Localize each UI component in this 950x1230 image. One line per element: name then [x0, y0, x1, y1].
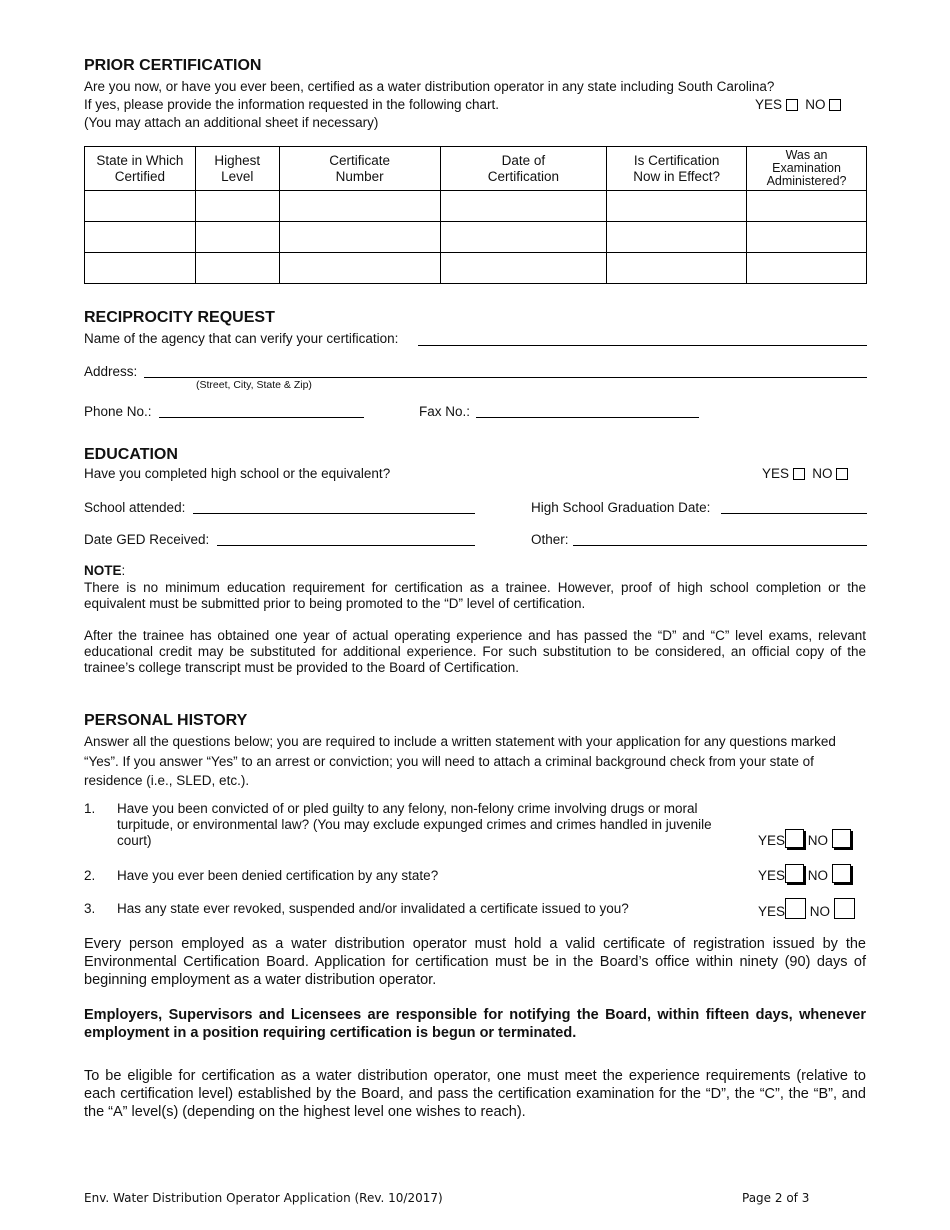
question-3-text: Has any state ever revoked, suspended and/or invalidated a certificate issued to you?	[117, 901, 629, 916]
table-cell[interactable]	[607, 222, 747, 253]
school-label: School attended:	[84, 500, 186, 515]
table-cell[interactable]	[607, 253, 747, 284]
other-field[interactable]	[573, 545, 867, 546]
q3-no-checkbox[interactable]	[834, 898, 855, 919]
question-number: 1.	[84, 801, 96, 816]
school-field[interactable]	[193, 513, 475, 514]
yes-label: YES	[758, 868, 786, 883]
ged-field[interactable]	[217, 545, 475, 546]
table-row	[85, 222, 867, 253]
col-header-certificate-number: Certificate Number	[279, 147, 440, 191]
table-row	[85, 191, 867, 222]
col-header-level: Highest Level	[195, 147, 279, 191]
ged-label: Date GED Received:	[84, 532, 210, 547]
reciprocity-heading: RECIPROCITY REQUEST	[84, 309, 275, 326]
no-label: NO	[807, 833, 829, 848]
no-label: NO	[812, 466, 833, 481]
fax-label: Fax No.:	[419, 404, 471, 419]
personal-history-heading: PERSONAL HISTORY	[84, 712, 248, 729]
agency-label: Name of the agency that can verify your certification:	[84, 331, 399, 346]
col-header-exam: Was an Examination Administered?	[747, 147, 867, 191]
table-cell[interactable]	[195, 222, 279, 253]
address-label: Address:	[84, 364, 138, 379]
table-header-row	[85, 147, 867, 191]
yes-label: YES	[755, 97, 783, 112]
yes-label: YES	[758, 833, 786, 848]
no-label: NO	[809, 904, 831, 919]
other-label: Other:	[531, 532, 569, 547]
phone-label: Phone No.:	[84, 404, 152, 419]
q1-yes-checkbox[interactable]	[785, 829, 804, 848]
table-cell[interactable]	[279, 191, 440, 222]
col-header-in-effect: Is Certification Now in Effect?	[607, 147, 747, 191]
q1-no-checkbox[interactable]	[832, 829, 851, 848]
education-yes-checkbox[interactable]	[793, 468, 805, 480]
question-1-yes-no	[758, 829, 851, 849]
personal-history-intro: Answer all the questions below; you are required to include a written statement with your application for any questions marked “Yes”. If you answer “Yes” to an arrest or conviction; you will need to attach a criminal background check from your state of residence (i.e., SLED, etc.).	[84, 734, 836, 788]
table-cell[interactable]	[279, 222, 440, 253]
no-label: NO	[807, 868, 829, 883]
q2-yes-checkbox[interactable]	[785, 864, 804, 883]
prior-question: Are you now, or have you ever been, certified as a water distribution operator in any state including South Carolina?	[84, 79, 775, 94]
prior-certification-heading: PRIOR CERTIFICATION	[84, 57, 262, 74]
education-heading: EDUCATION	[84, 446, 178, 463]
grad-date-label: High School Graduation Date:	[531, 500, 711, 515]
table-cell[interactable]	[607, 191, 747, 222]
question-3-yes-no	[758, 898, 855, 920]
prior-certification-table	[84, 146, 867, 284]
education-question: Have you completed high school or the equivalent?	[84, 466, 391, 481]
table-cell[interactable]	[85, 253, 196, 284]
question-number: 3.	[84, 901, 96, 916]
yes-label: YES	[762, 466, 790, 481]
q2-no-checkbox[interactable]	[832, 864, 851, 883]
table-cell[interactable]	[747, 191, 867, 222]
education-no-checkbox[interactable]	[836, 468, 848, 480]
table-cell[interactable]	[195, 191, 279, 222]
prior-instruction: If yes, please provide the information requested in the following chart.	[84, 97, 499, 112]
prior-yes-checkbox[interactable]	[786, 99, 798, 111]
fax-field[interactable]	[476, 417, 699, 418]
yes-label: YES	[758, 904, 786, 919]
note-paragraph-2: After the trainee has obtained one year of actual operating experience and has passed the “D” and “C” level exams, relevant educational credit may be substituted for additional experience. For such substitution to be considered, an official copy of the trainee’s college transcript must be provided to the Board of Certification.	[84, 628, 866, 675]
table-cell[interactable]	[440, 253, 607, 284]
note-paragraph-1: There is no minimum education requirement for certification as a trainee. However, proof of high school completion or the equivalent must be submitted prior to being promoted to the “D” level of certification.	[84, 580, 866, 611]
table-cell[interactable]	[747, 222, 867, 253]
table-cell[interactable]	[85, 191, 196, 222]
col-header-state: State in Which Certified	[85, 147, 196, 191]
prior-yes-no	[755, 97, 841, 113]
notification-paragraph: Employers, Supervisors and Licensees are responsible for notifying the Board, within fifteen days, whenever employment in a position requiring certification is begun or terminated.	[84, 1007, 866, 1041]
note-label: NOTE:	[84, 563, 126, 578]
table-cell[interactable]	[747, 253, 867, 284]
grad-date-field[interactable]	[721, 513, 867, 514]
address-hint: (Street, City, State & Zip)	[196, 379, 312, 391]
table-row	[85, 253, 867, 284]
footer-form-title: Env. Water Distribution Operator Application (Rev. 10/2017)	[84, 1191, 443, 1205]
table-cell[interactable]	[440, 222, 607, 253]
eligibility-paragraph: To be eligible for certification as a water distribution operator, one must meet the experience requirements (relative to each certification level) established by the Board, and pass the certification examination for the “D”, the “C”, the “B”, and the “A” level(s) (depending on the highest level one wishes to reach).	[84, 1068, 866, 1120]
table-cell[interactable]	[440, 191, 607, 222]
question-2-text: Have you ever been denied certification by any state?	[117, 868, 439, 883]
address-field[interactable]	[144, 377, 867, 378]
footer-page-number: Page 2 of 3	[742, 1191, 810, 1205]
agency-field[interactable]	[418, 345, 867, 346]
q3-yes-checkbox[interactable]	[785, 898, 806, 919]
col-header-date: Date of Certification	[440, 147, 607, 191]
education-yes-no	[762, 466, 848, 482]
employment-paragraph: Every person employed as a water distribution operator must hold a valid certificate of registration issued by the Environmental Certification Board. Application for certification must be in the Board’s office within ninety (90) days of beginning employment as a water distribution operator.	[84, 936, 866, 988]
no-label: NO	[805, 97, 826, 112]
prior-attach-note: (You may attach an additional sheet if necessary)	[84, 115, 379, 130]
table-cell[interactable]	[279, 253, 440, 284]
table-cell[interactable]	[85, 222, 196, 253]
question-2-yes-no	[758, 864, 851, 884]
question-1-text: Have you been convicted of or pled guilty to any felony, non-felony crime involving drugs or moral turpitude, or environmental law? (You may exclude expunged crimes and crimes handled in juvenile court)	[117, 801, 712, 848]
prior-no-checkbox[interactable]	[829, 99, 841, 111]
table-cell[interactable]	[195, 253, 279, 284]
phone-field[interactable]	[159, 417, 364, 418]
question-number: 2.	[84, 868, 96, 883]
